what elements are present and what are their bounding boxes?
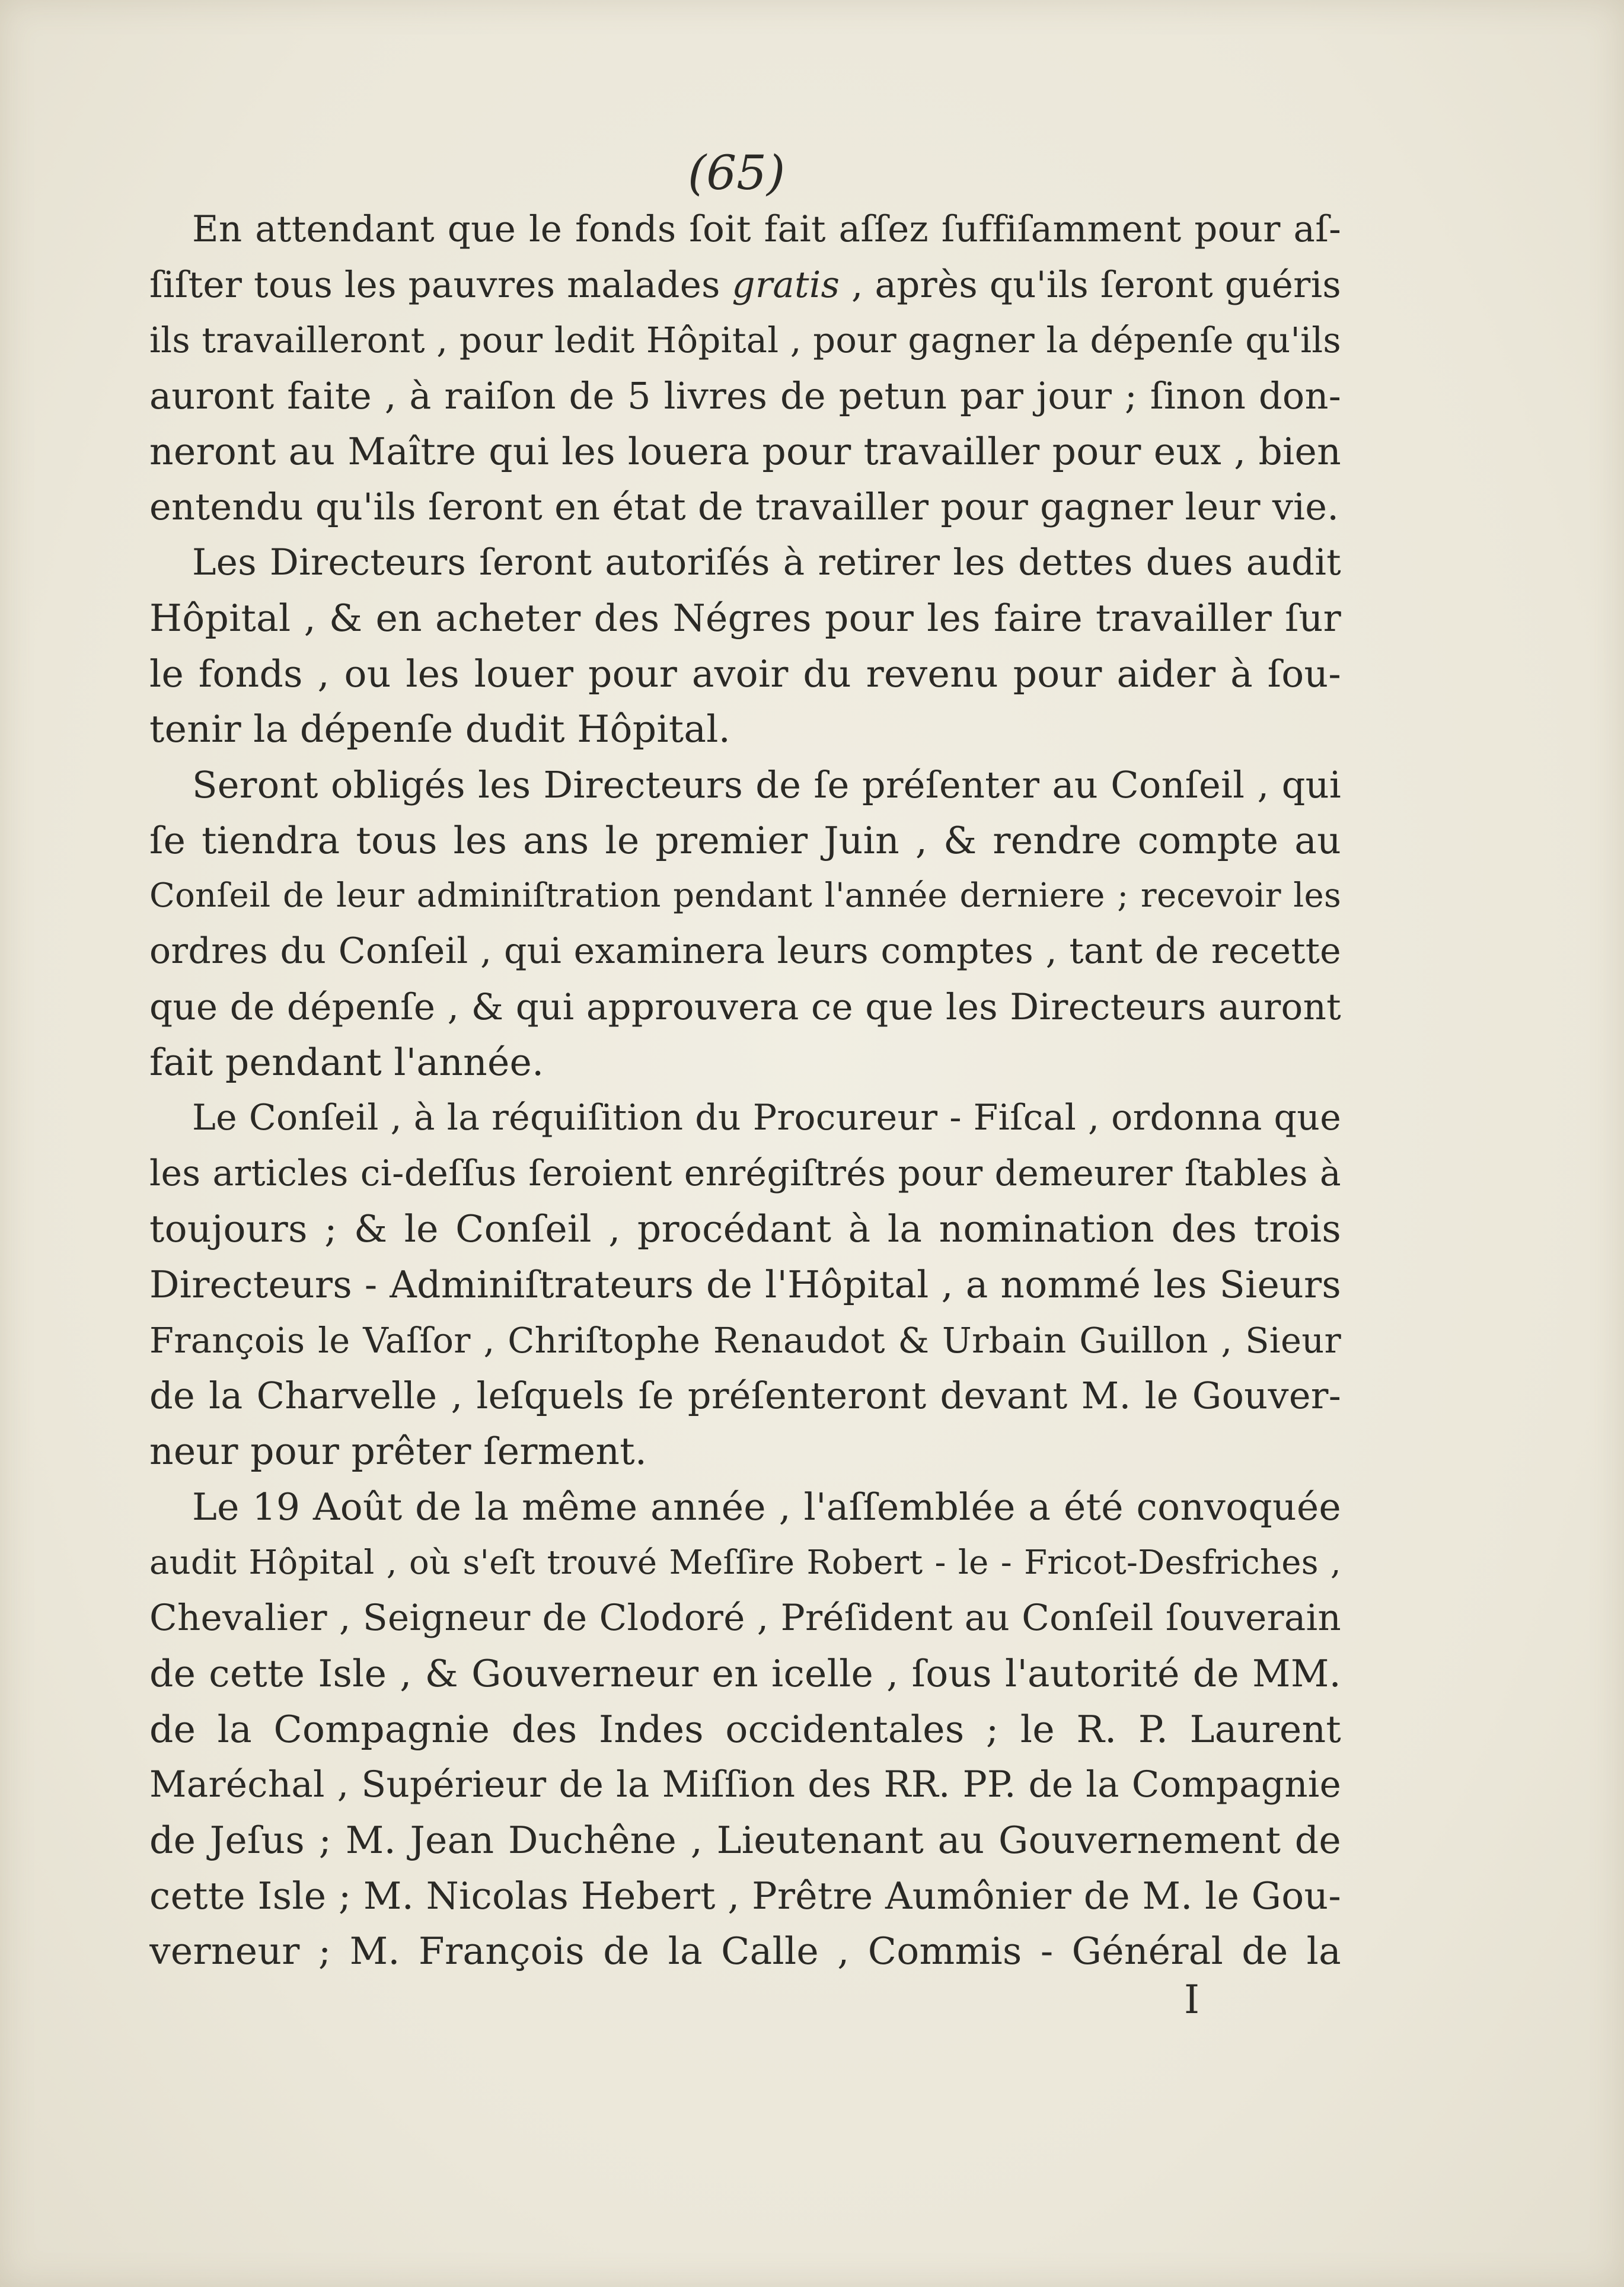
text-line-segment: Maréchal , Supérieur de la Miſſion des RR. PP. de la Compagnie	[149, 1763, 1341, 1806]
text-line	[149, 257, 1341, 313]
text-line	[149, 1590, 1341, 1646]
text-line	[149, 646, 1341, 702]
text-line-segment: neront au Maître qui les louera pour travailler pour eux , bien	[149, 429, 1341, 473]
text-line-segment: , après qu'ils ſeront guéris	[840, 263, 1341, 306]
text-line	[149, 1090, 1341, 1146]
text-line-segment: neur pour prêter ſerment.	[149, 1430, 647, 1473]
text-line-segment: de Jeſus ; M. Jean Duchêne , Lieutenant au Gouvernement de	[149, 1818, 1341, 1862]
text-line-segment: François le Vaſſor , Chriſtophe Renaudot & Urbain Guillon , Sieur	[149, 1319, 1341, 1361]
text-line-segment: audit Hôpital , où s'eſt trouvé Meſſire Robert - le - Fricot-Desfriches ,	[149, 1543, 1341, 1582]
page-number: (65)	[688, 145, 786, 200]
text-line-segment: de la Charvelle , leſquels ſe préſenteront devant M. le Gouver-	[149, 1374, 1341, 1418]
text-line-segment: Conſeil de leur adminiſtration pendant l'année derniere ; recevoir les	[149, 876, 1341, 916]
text-line	[149, 1868, 1341, 1924]
text-line	[149, 1201, 1341, 1257]
text-line	[149, 701, 1341, 757]
text-line-segment: Hôpital , & en acheter des Négres pour les faire travailler ſur	[149, 596, 1341, 640]
text-line-segment: auront faite , à raiſon de 5 livres de petun par jour ; ſinon don-	[149, 374, 1341, 418]
text-line-segment: verneur ; M. François de la Calle , Commis - Général de la	[149, 1929, 1341, 1973]
text-line-segment: Directeurs - Adminiſtrateurs de l'Hôpital , a nommé les Sieurs	[149, 1263, 1341, 1307]
text-line-segment: Le Conſeil , à la réquiſition du Procureur - Fiſcal , ordonna que	[192, 1097, 1341, 1138]
text-line	[149, 1257, 1341, 1313]
text-line-segment: Le 19 Août de la même année , l'aſſemblée a été convoquée	[192, 1485, 1341, 1529]
text-line	[149, 980, 1341, 1035]
text-line-segment: les articles ci-deſſus ſeroient enrégiſtrés pour demeurer ſtables à	[149, 1152, 1341, 1194]
text-line	[149, 757, 1341, 813]
text-line	[149, 479, 1341, 535]
text-line	[149, 868, 1341, 924]
text-line-segment: cette Isle ; M. Nicolas Hebert , Prêtre Aumônier de M. le Gou-	[149, 1874, 1341, 1918]
text-line	[149, 813, 1341, 869]
text-line-segment: que de dépenſe , & qui approuvera ce que les Directeurs auront	[149, 985, 1341, 1028]
signature-mark: I	[1183, 1977, 1200, 2023]
body-text	[149, 202, 1341, 1979]
text-line	[149, 1146, 1341, 1202]
text-line-segment: Seront obligés les Directeurs de ſe préſenter au Conſeil , qui	[192, 763, 1341, 806]
text-line	[149, 1757, 1341, 1813]
text-line	[149, 1368, 1341, 1424]
text-line	[149, 1035, 1341, 1090]
text-line	[149, 1813, 1341, 1868]
text-line	[149, 1479, 1341, 1535]
text-line-segment: de la Compagnie des Indes occidentales ; le R. P. Laurent	[149, 1707, 1341, 1751]
text-line	[149, 924, 1341, 980]
text-line	[149, 1535, 1341, 1591]
text-line-segment: fait pendant l'année.	[149, 1041, 544, 1085]
text-line-segment: ordres du Conſeil , qui examinera leurs comptes , tant de recette	[149, 930, 1341, 972]
text-line-segment: toujours ; & le Conſeil , procédant à la nomination des trois	[149, 1207, 1341, 1251]
text-line	[149, 591, 1341, 646]
text-line	[149, 312, 1341, 368]
text-line-segment: Les Directeurs ſeront autoriſés à retirer les dettes dues audit	[192, 541, 1341, 584]
text-line-segment: En attendant que le fonds ſoit fait aſſez ſuffiſamment pour aſ-	[192, 208, 1341, 250]
text-line	[149, 1313, 1341, 1369]
text-line-segment: ils travailleront , pour ledit Hôpital , pour gagner la dépenſe qu'ils	[149, 320, 1341, 361]
text-line	[149, 1702, 1341, 1757]
text-line-segment: tenir la dépenſe dudit Hôpital.	[149, 707, 731, 751]
text-line	[149, 368, 1341, 424]
text-line-segment: entendu qu'ils ſeront en état de travailler pour gagner leur vie.	[149, 485, 1339, 529]
text-line	[149, 1646, 1341, 1702]
text-line-segment: de cette Isle , & Gouverneur en icelle , ſous l'autorité de MM.	[149, 1651, 1341, 1695]
text-line-segment: le fonds , ou les louer pour avoir du revenu pour aider à ſou-	[149, 652, 1341, 696]
italic-word: gratis	[732, 263, 840, 306]
text-line	[149, 1424, 1341, 1479]
text-line-segment: Chevalier , Seigneur de Clodoré , Préſident au Conſeil ſouverain	[149, 1597, 1341, 1640]
text-line-segment: ſiſter tous les pauvres malades	[149, 263, 732, 306]
text-line	[149, 202, 1341, 257]
text-line	[149, 424, 1341, 480]
text-line	[149, 535, 1341, 591]
text-line	[149, 1924, 1341, 1979]
text-line-segment: ſe tiendra tous les ans le premier Juin , & rendre compte au	[149, 818, 1341, 862]
